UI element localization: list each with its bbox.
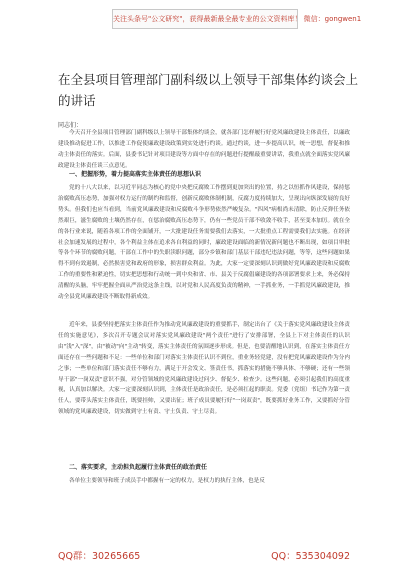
paragraph-intro: 今天召开全县项目管理部门副科级以上领导干部集体约谈会，就各部门怎样履行好党风廉政建设主体责任，以廉政建设推动促进工作，以推进工作促使廉政建设政策到实处进行约谈。通过约谈，进一步提高认识，统一思想，督促和推动主体责任的落实。后面，县委书记针对项目建设等方面中存在的问题进行提醒敲重要讲话，我重点就全面落实党风廉政建设主体责任谈三点意见。: [58, 130, 350, 169]
page-title: 在全县项目管理部门副科级以上领导干部集体约谈会上的讲话: [58, 72, 359, 108]
section-heading-2: 二、落实要求，主动担负起履行主体责任的政治责任: [69, 464, 208, 471]
paragraph-progress: 近年来，县委坚持把落实主体责任作为推动党风廉政建设的重要抓手，制定出台了《关于落实党风廉政建设主体责任的实施意见》，多次召开专题会议对落实党风廉政建设"两个责任"进行了安排部署，全县上下对主体责任的认识由"浅"入"深"，由"被动"向"主动"转变，落实主体责任的氛围逐步形成。但是，也要清醒地认识到，在落实主体责任方面还存在一些问题和不足：一些单位和部门对落实主体责任认识不到位，重业务轻党建，没有把党风廉政建设作为分内之事；一些单位和部门落实责任不够有力，满足于开会发文、签责任书，抓落实的措施不够具体、不够硬；还有一些领导干部"一岗双责"意识不强，对分管领域的党风廉政建设过问少、督促少、检查少。这些问题，必须引起我们的高度重视，认真加以解决。大家一定要深刻认识到，主体责任是政治责任，是必须扛起的职责。党委（党组）书记作为第一责任人，要带头落实主体责任，既要挂帅，又要出征；班子成员要履行好"一岗双责"，既要抓好业务工作，又要抓好分管领域的党风廉政建设，切实做到守土有责、守土负责、守土尽责。: [58, 322, 350, 416]
greeting: 同志们：: [58, 122, 83, 129]
qq-text: QQ：535304092: [271, 551, 350, 562]
paragraph-situation: 党的十八大以来，以习近平同志为核心的党中央把反腐败工作摆到更加突出的位置，持之以恒抓作风建设，保持惩治腐败高压态势，加强对权力运行的制约和监督，创新反腐败体制机制，反腐力度持续加大，呈现出向纵深发展的良好势头。但我们也应当看到，当前党风廉政建设和反腐败斗争形势依然严峻复杂。"四风"病根尚未清除，防止反弹任务依然艰巨，滋生腐败的土壤仍然存在，在惩治腐败高压态势下，仍有一些党员干部不收敛不收手，甚至变本加厉。就在全的各行业来说，随着各项工作的全面铺开，一大批建设任务需要我们去落实，一大批重点工程需要我们去实施。在经济社会加速发展的过程中，各个利益主体在追求各自利益的同时，廉政建设面临的新情况新问题也不断出现，如项目审批等各个环节的腐败问题，干部在工作中的失职渎职问题，部分乡镇和部门基层干部违纪违法问题，等等，这些问题如果得不到有效遏制，必然损害党和政府的形象，损害群众利益。为此，大家一定要深刻认识到做好党风廉政建设和反腐败工作的重要性和紧迫性，切实把思想和行动统一到中央和省、市、县关于反腐倡廉建设的各项部署要求上来，务必保持清醒的头脑，牢牢把握全面从严治党这条主线，以对党和人民高度负责的精神，一手抓业务，一手抓党风廉政建设，推动全县党风廉政建设不断取得新成效。: [58, 185, 350, 301]
footer-contact: [58, 548, 350, 562]
header-banner: 关注头条号"公文研究"，获得最新最全最专业的公文资料库！ 微信：gongwen1: [112, 9, 298, 29]
paragraph-requirements: 各单位主要领导和班子成员手中都握有一定的权力，是权力的执行主体，也是反: [69, 478, 265, 484]
qq-group-text: QQ群：30265665: [58, 551, 141, 562]
section-heading-1: 一、把握形势，着力提高落实主体责任的思想认识: [69, 171, 202, 178]
